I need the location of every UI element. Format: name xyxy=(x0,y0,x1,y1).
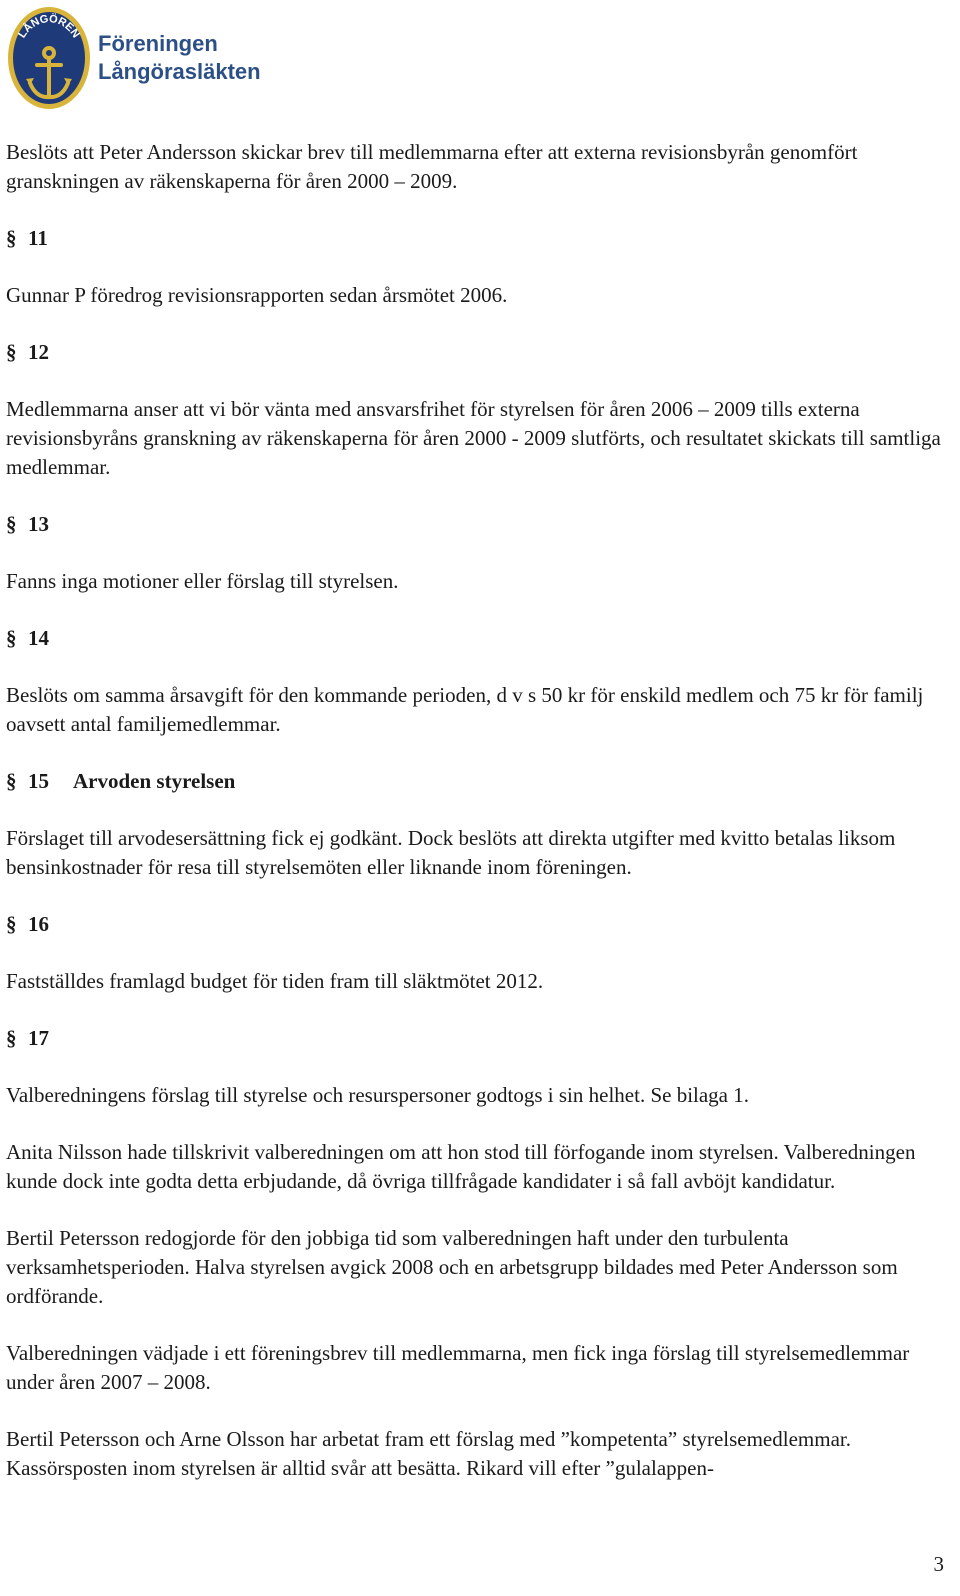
org-name-line2: Långörasläkten xyxy=(98,59,261,84)
paragraph: Valberedningens förslag till styrelse och resurspersoner godtogs i sin helhet. Se bilaga 1. xyxy=(6,1083,749,1107)
organization-name xyxy=(98,30,261,86)
section-number: 16 xyxy=(28,912,49,936)
anchor-seal-logo-icon xyxy=(6,5,92,111)
paragraph: Gunnar P föredrog revisionsrapporten sedan årsmötet 2006. xyxy=(6,283,508,307)
section-symbol: § xyxy=(6,512,17,536)
section-number: 12 xyxy=(28,340,49,364)
header xyxy=(6,4,261,112)
section-heading-11 xyxy=(6,224,950,253)
paragraph: Anita Nilsson hade tillskrivit valberedningen om att hon stod till förfogande inom styrelsen. Valberedningen kunde dock inte godta detta erbjudande, då övriga tillfrågade kandidater i så fall avböjt kandidatur. xyxy=(6,1140,916,1193)
section-heading-17 xyxy=(6,1024,950,1053)
section-number: 11 xyxy=(28,226,48,250)
section-heading-14 xyxy=(6,624,950,653)
section-symbol: § xyxy=(6,912,17,936)
section-symbol: § xyxy=(6,226,17,250)
org-name-line1: Föreningen xyxy=(98,31,218,56)
paragraph: Medlemmarna anser att vi bör vänta med ansvarsfrihet för styrelsen för åren 2006 – 2009 tills externa revisionsbyråns granskning av räkenskaperna för åren 2000 - 2009 slutförts, och resultatet skickats till samtliga medlemmar. xyxy=(6,397,941,479)
section-heading-12 xyxy=(6,338,950,367)
paragraph: Beslöts att Peter Andersson skickar brev till medlemmarna efter att externa revisionsbyrån genomfört granskningen av räkenskaperna för åren 2000 – 2009. xyxy=(6,140,858,193)
section-number: 17 xyxy=(28,1026,49,1050)
paragraph: Valberedningen vädjade i ett föreningsbrev till medlemmarna, men fick inga förslag till styrelsemedlemmar under åren 2007 – 2008. xyxy=(6,1341,910,1394)
svg-text:LÅNGÖREN: LÅNGÖREN xyxy=(16,12,82,41)
paragraph: Beslöts om samma årsavgift för den kommande perioden, d v s 50 kr för enskild medlem och 75 kr för familj oavsett antal familjemedlemmar. xyxy=(6,683,924,736)
section-heading-16 xyxy=(6,910,950,939)
section-number: 15 xyxy=(28,769,49,793)
section-heading-13 xyxy=(6,510,950,539)
section-number: 13 xyxy=(28,512,49,536)
section-title: Arvoden styrelsen xyxy=(73,769,236,793)
section-symbol: § xyxy=(6,1026,17,1050)
page-number: 3 xyxy=(933,1552,944,1576)
paragraph: Förslaget till arvodesersättning fick ej godkänt. Dock beslöts att direkta utgifter med kvitto betalas liksom bensinkostnader för resa till styrelsemöten eller liknande inom föreningen. xyxy=(6,826,896,879)
section-number: 14 xyxy=(28,626,49,650)
paragraph: Fastställdes framlagd budget för tiden fram till släktmötet 2012. xyxy=(6,969,544,993)
document-body xyxy=(6,138,950,1511)
section-symbol: § xyxy=(6,340,17,364)
paragraph: Bertil Petersson redogjorde för den jobbiga tid som valberedningen haft under den turbulenta verksamhetsperioden. Halva styrelsen avgick 2008 och en arbetsgrupp bildades med Peter Andersson som ordförande. xyxy=(6,1226,898,1308)
section-heading-15 xyxy=(6,767,950,796)
section-symbol: § xyxy=(6,626,17,650)
section-symbol: § xyxy=(6,769,17,793)
paragraph: Fanns inga motioner eller förslag till styrelsen. xyxy=(6,569,399,593)
paragraph: Bertil Petersson och Arne Olsson har arbetat fram ett förslag med ”kompetenta” styrelsemedlemmar. Kassörsposten inom styrelsen är alltid svår att besätta. Rikard vill efter ”gulalappen- xyxy=(6,1427,851,1480)
